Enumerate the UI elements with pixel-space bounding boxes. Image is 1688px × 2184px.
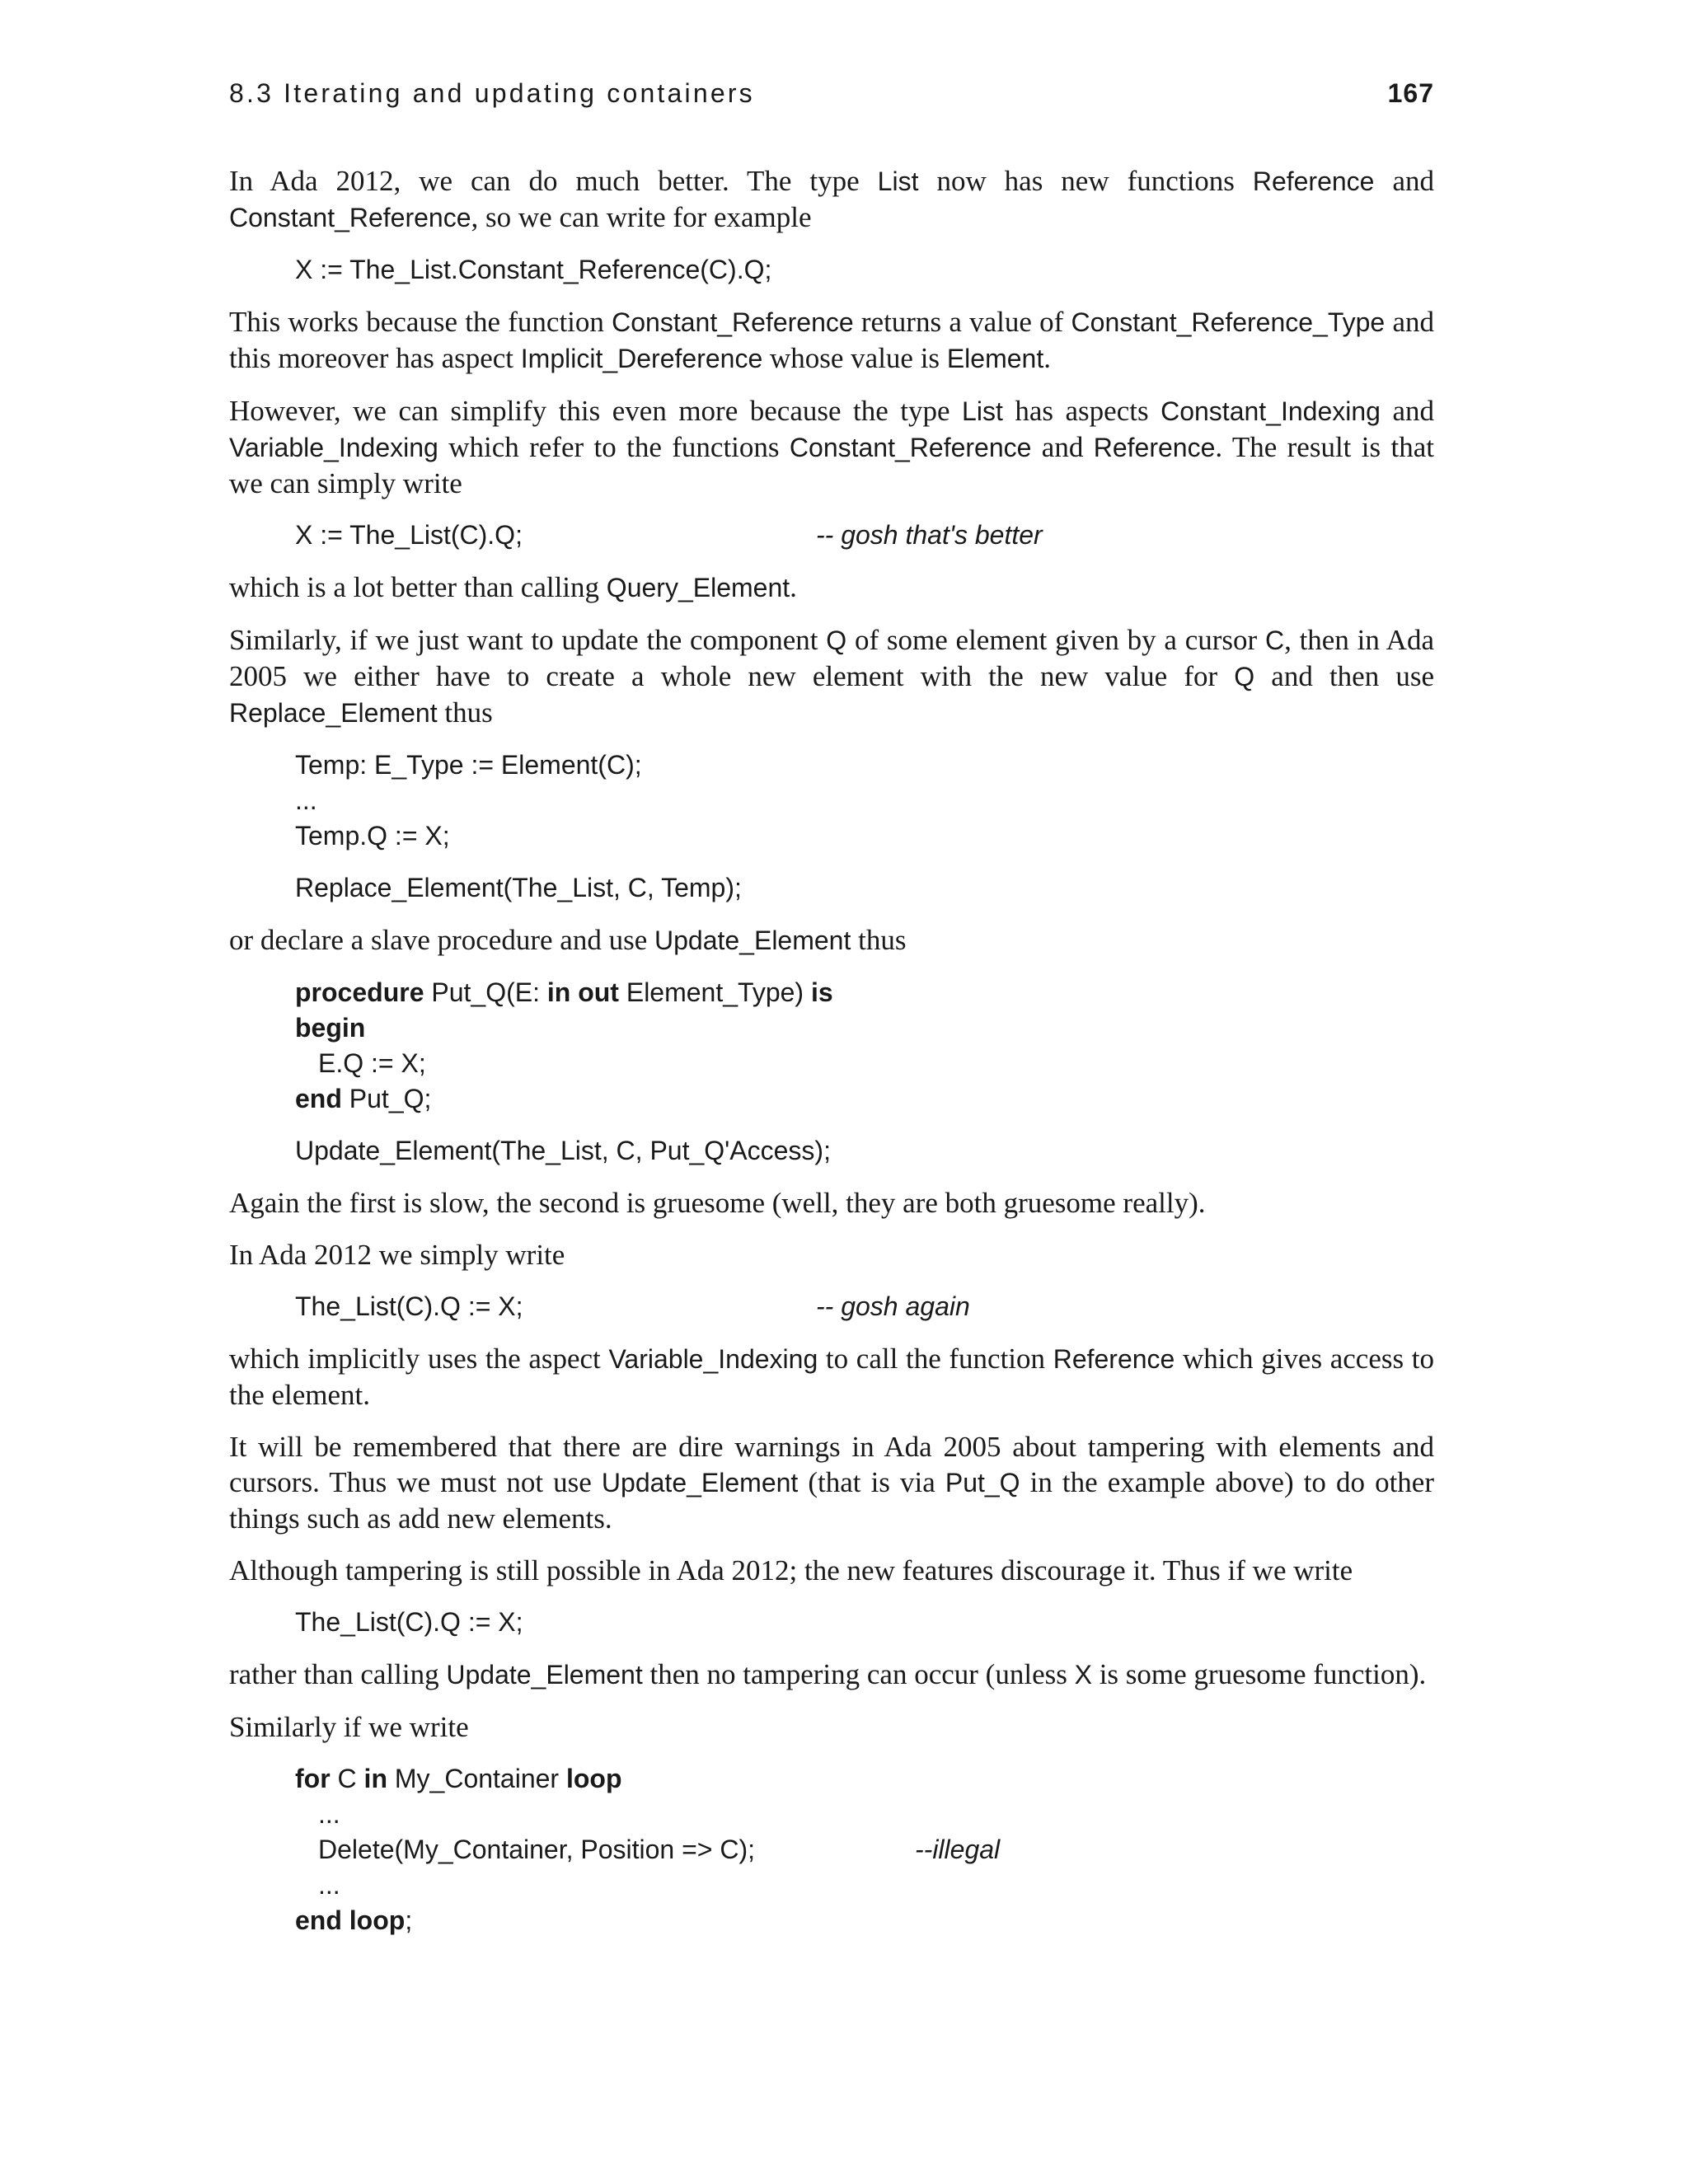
paragraph-8: In Ada 2012 we simply write (229, 1239, 565, 1271)
paragraph-2: This works because the function Constant_Reference returns a value of Constant_Reference_Type and this moreover has aspect Implicit_Dereference whose value is Element. (229, 306, 1434, 374)
page-body (229, 163, 1434, 1955)
code-line: Temp.Q := X; (295, 821, 450, 851)
code-block-7 (295, 1289, 1434, 1324)
paragraph-10: It will be remembered that there are dire warnings in Ada 2005 about tampering with elements and cursors. Thus we must not use Update_Element (that is via Put_Q in the example above) to do other things such as add new elements. (229, 1431, 1434, 1535)
code-block-2 (295, 518, 1434, 553)
code-comment: --illegal (915, 1835, 1001, 1864)
code-block-5 (295, 975, 1434, 1117)
page-number: 167 (1387, 78, 1434, 108)
code-line: Delete(My_Container, Position => C); --illegal (295, 1832, 1434, 1868)
paragraph-9: which implicitly uses the aspect Variable_Indexing to call the function Reference which gives access to the element. (229, 1343, 1435, 1411)
code-line: Update_Element(The_List, C, Put_Q'Access); (295, 1136, 831, 1165)
code-comment: -- gosh again (816, 1291, 970, 1321)
code-line: X := The_List.Constant_Reference(C).Q; (295, 255, 772, 284)
code-block-6 (295, 1133, 1434, 1169)
code-line: Replace_Element(The_List, C, Temp); (295, 873, 742, 902)
code-line: ... (318, 1870, 340, 1900)
paragraph-7: Again the first is slow, the second is gruesome (well, they are both gruesome really). (229, 1187, 1206, 1219)
code-block-3 (295, 748, 1434, 854)
code-block-9 (295, 1761, 1434, 1938)
code-line: ... (295, 785, 317, 815)
code-line: begin (295, 1013, 366, 1043)
section-title: 8.3 Iterating and updating containers (229, 78, 755, 108)
code-line: end loop; (295, 1905, 413, 1935)
paragraph-4: which is a lot better than calling Query_Element. (229, 571, 797, 603)
paragraph-3: However, we can simplify this even more because the type List has aspects Constant_Indexing and Variable_Indexing which refer to the functions Constant_Reference and Reference. The result is that we can simply write (229, 395, 1434, 499)
paragraph-5: Similarly, if we just want to update the component Q of some element given by a cursor C, then in Ada 2005 we either have to create a whole new element with the new value for Q and then use Replace_Element thus (229, 624, 1434, 729)
paragraph-13: Similarly if we write (229, 1711, 469, 1743)
code-line: The_List(C).Q := X; -- gosh again (295, 1289, 1434, 1324)
code-comment: -- gosh that's better (816, 520, 1043, 550)
code-line: ... (318, 1799, 340, 1829)
code-line: E.Q := X; (318, 1048, 426, 1078)
paragraph-12: rather than calling Update_Element then no tampering can occur (unless X is some gruesome function). (229, 1658, 1427, 1690)
running-header (229, 78, 1434, 120)
code-line: for C in My_Container loop (295, 1764, 622, 1793)
code-block-1 (295, 252, 1434, 288)
code-block-4 (295, 870, 1434, 906)
code-line: X := The_List(C).Q; -- gosh that's better (295, 518, 1434, 553)
paragraph-1: In Ada 2012, we can do much better. The type List now has new functions Reference and Constant_Reference, so we can write for example (229, 165, 1434, 233)
code-block-8 (295, 1605, 1434, 1640)
code-line: end Put_Q; (295, 1084, 432, 1113)
code-line: The_List(C).Q := X; (295, 1607, 523, 1637)
paragraph-11: Although tampering is still possible in Ada 2012; the new features discourage it. Thus if we write (229, 1554, 1353, 1586)
code-line: procedure Put_Q(E: in out Element_Type) is (295, 977, 833, 1007)
code-line: Temp: E_Type := Element(C); (295, 750, 642, 780)
paragraph-6: or declare a slave procedure and use Update_Element thus (229, 924, 907, 956)
